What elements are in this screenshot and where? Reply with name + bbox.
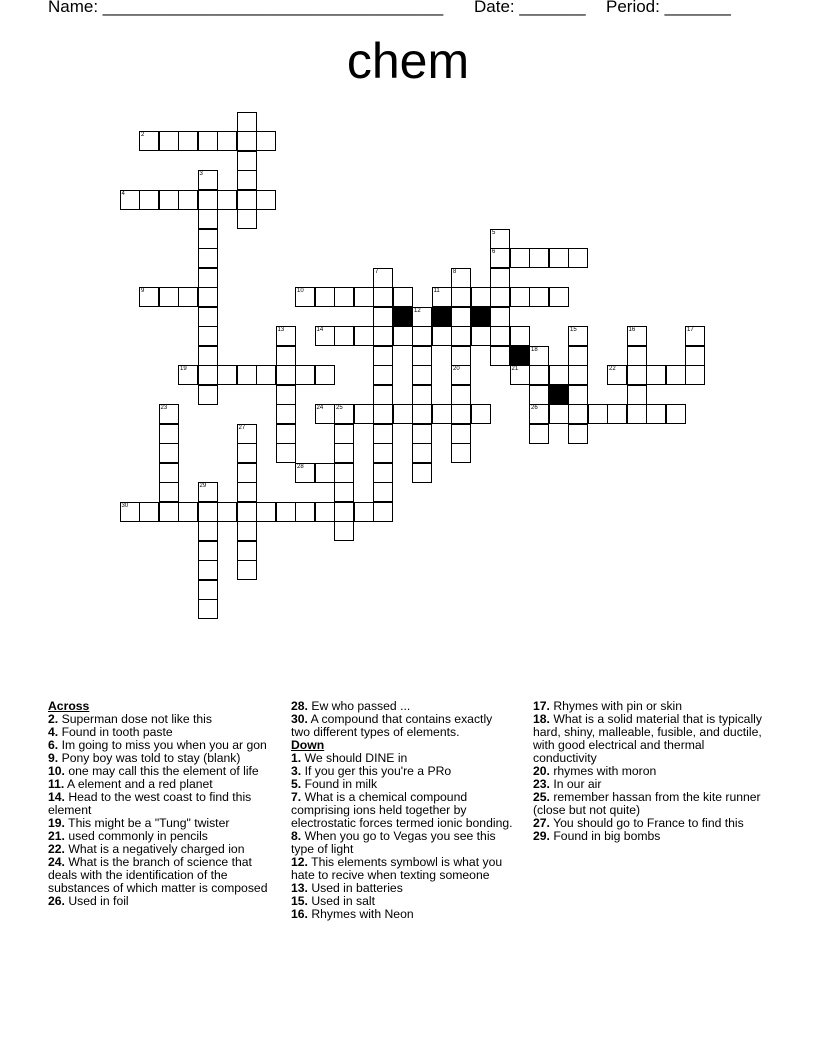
clue-item <box>48 791 276 817</box>
grid-cell-26[interactable] <box>529 404 549 424</box>
clue-item-number: 3. <box>291 764 302 778</box>
clue-number: 10 <box>297 288 304 294</box>
grid-cell[interactable] <box>568 404 588 424</box>
clue-item-text: This might be a "Tung" twister <box>68 816 230 830</box>
grid-cell[interactable] <box>334 482 354 502</box>
grid-cell[interactable] <box>237 112 257 132</box>
clue-item-text: Rhymes with pin or skin <box>553 699 683 713</box>
grid-cell-13[interactable] <box>276 326 296 346</box>
grid-cell-6[interactable] <box>490 248 510 268</box>
grid-cell[interactable] <box>276 365 296 385</box>
clue-number: 18 <box>531 346 538 353</box>
grid-cell[interactable] <box>315 463 335 483</box>
clue-item-text: Superman dose not like this <box>61 712 212 726</box>
clue-item-text: You should go to France to find this <box>553 816 744 830</box>
clue-item <box>291 791 513 830</box>
grid-cell[interactable] <box>159 482 179 502</box>
grid-cell[interactable] <box>373 482 393 502</box>
grid-cell-14[interactable] <box>315 326 335 346</box>
grid-cell[interactable] <box>471 326 491 346</box>
grid-cell[interactable] <box>237 482 257 502</box>
grid-cell[interactable] <box>490 326 510 346</box>
grid-cell[interactable] <box>568 385 588 405</box>
grid-cell[interactable] <box>178 131 198 151</box>
grid-cell[interactable] <box>198 131 218 151</box>
clue-item-text: Rhymes with Neon <box>311 907 414 921</box>
clue-item-text: What is a chemical compound comprising ions held together by electrostatic forces termed ionic bonding. <box>291 790 513 830</box>
grid-cell-21[interactable] <box>510 365 530 385</box>
clue-item <box>533 830 765 843</box>
clue-item <box>48 856 276 895</box>
clue-item-number: 25. <box>533 790 550 804</box>
grid-cell[interactable] <box>393 287 413 307</box>
clue-item-number: 9. <box>48 751 59 765</box>
date-field[interactable]: Date: _______ <box>474 0 586 16</box>
clue-number: 19 <box>180 366 187 372</box>
grid-cell[interactable] <box>510 248 530 268</box>
clue-item <box>533 713 765 765</box>
clue-number: 24 <box>316 405 324 411</box>
clue-item-number: 18. <box>533 712 550 726</box>
grid-cell[interactable] <box>607 404 627 424</box>
grid-cell[interactable] <box>471 287 491 307</box>
clue-item-text: Found in tooth paste <box>61 725 173 739</box>
grid-cell-4[interactable] <box>120 190 140 210</box>
clue-item-number: 16. <box>291 907 308 921</box>
grid-cell[interactable] <box>588 404 608 424</box>
grid-cell[interactable] <box>276 502 296 522</box>
grid-cell[interactable] <box>256 190 276 210</box>
grid-cell[interactable] <box>451 307 471 327</box>
grid-cell[interactable] <box>568 365 588 385</box>
grid-cell[interactable] <box>627 385 647 405</box>
clue-item <box>291 908 513 921</box>
grid-cell[interactable] <box>334 502 354 522</box>
grid-cell[interactable] <box>217 131 237 151</box>
clue-item-number: 15. <box>291 894 308 908</box>
grid-cell[interactable] <box>315 365 335 385</box>
grid-cell[interactable] <box>256 502 276 522</box>
clue-item-text: Ew who passed ... <box>311 699 411 713</box>
clue-item-text: A element and a red planet <box>67 777 213 791</box>
clue-item <box>533 791 765 817</box>
grid-cell[interactable] <box>159 287 179 307</box>
grid-cell[interactable] <box>237 131 257 151</box>
grid-cell-3[interactable] <box>198 170 218 190</box>
grid-cell[interactable] <box>354 326 374 346</box>
grid-cell[interactable] <box>627 404 647 424</box>
grid-cell[interactable] <box>159 190 179 210</box>
grid-cell[interactable] <box>412 365 432 385</box>
clue-number: 5 <box>492 229 496 236</box>
grid-cell[interactable] <box>198 346 218 366</box>
grid-cell[interactable] <box>529 385 549 405</box>
grid-cell-blocked <box>471 307 491 327</box>
grid-cell-blocked <box>510 346 530 366</box>
clue-number: 15 <box>570 327 577 333</box>
grid-cell[interactable] <box>412 346 432 366</box>
grid-cell[interactable] <box>198 326 218 346</box>
grid-cell[interactable] <box>568 346 588 366</box>
grid-cell[interactable] <box>373 365 393 385</box>
grid-cell[interactable] <box>549 404 569 424</box>
clue-item-text: Used in salt <box>311 894 376 908</box>
clue-item-text: Found in big bombs <box>553 829 661 843</box>
grid-cell[interactable] <box>412 326 432 346</box>
grid-cell[interactable] <box>510 326 530 346</box>
grid-cell[interactable] <box>159 131 179 151</box>
grid-cell[interactable] <box>198 268 218 288</box>
grid-cell[interactable] <box>373 463 393 483</box>
clue-item-number: 12. <box>291 855 308 869</box>
grid-cell[interactable] <box>237 190 257 210</box>
grid-cell[interactable] <box>412 463 432 483</box>
grid-cell-20[interactable] <box>451 365 471 385</box>
clue-item-number: 11. <box>48 777 65 791</box>
grid-cell[interactable] <box>295 502 315 522</box>
grid-cell[interactable] <box>471 404 491 424</box>
grid-cell[interactable] <box>198 502 218 522</box>
grid-cell[interactable] <box>198 229 218 249</box>
clue-item-number: 6. <box>48 738 59 752</box>
grid-cell[interactable] <box>217 190 237 210</box>
clue-number: 25 <box>336 405 343 411</box>
grid-cell[interactable] <box>159 443 179 463</box>
clue-item-text: If you ger this you're a PRo <box>304 764 452 778</box>
clue-item-number: 29. <box>533 829 550 843</box>
grid-cell[interactable] <box>646 365 666 385</box>
grid-cell[interactable] <box>198 190 218 210</box>
grid-cell[interactable] <box>354 404 374 424</box>
grid-cell[interactable] <box>237 541 257 561</box>
grid-cell-18[interactable] <box>529 346 549 366</box>
grid-cell[interactable] <box>354 502 374 522</box>
grid-cell[interactable] <box>432 326 452 346</box>
period-field[interactable]: Period: _______ <box>606 0 731 16</box>
grid-cell[interactable] <box>198 209 218 229</box>
grid-cell[interactable] <box>568 248 588 268</box>
grid-cell[interactable] <box>451 385 471 405</box>
grid-cell[interactable] <box>373 424 393 444</box>
grid-cell-15[interactable] <box>568 326 588 346</box>
clue-item-number: 24. <box>48 855 65 869</box>
grid-cell[interactable] <box>393 404 413 424</box>
grid-cell[interactable] <box>412 385 432 405</box>
grid-cell[interactable] <box>490 268 510 288</box>
grid-cell[interactable] <box>139 190 159 210</box>
clue-item-number: 8. <box>291 829 302 843</box>
grid-cell[interactable] <box>159 502 179 522</box>
clue-item-text: Found in milk <box>304 777 378 791</box>
clue-number: 27 <box>238 424 246 431</box>
grid-cell[interactable] <box>198 580 218 600</box>
grid-cell[interactable] <box>627 346 647 366</box>
clue-number: 28 <box>297 463 304 470</box>
clue-number: 13 <box>277 327 285 333</box>
grid-cell[interactable] <box>451 424 471 444</box>
grid-cell[interactable] <box>451 346 471 366</box>
grid-cell[interactable] <box>373 346 393 366</box>
grid-cell-25[interactable] <box>334 404 354 424</box>
grid-cell[interactable] <box>373 326 393 346</box>
clue-item-number: 28. <box>291 699 308 713</box>
clue-item-text: Used in foil <box>68 894 129 908</box>
grid-cell[interactable] <box>529 248 549 268</box>
grid-cell[interactable] <box>198 307 218 327</box>
grid-cell-blocked <box>549 385 569 405</box>
grid-cell[interactable] <box>549 365 569 385</box>
grid-cell[interactable] <box>529 424 549 444</box>
grid-cell-29[interactable] <box>198 482 218 502</box>
grid-cell[interactable] <box>373 307 393 327</box>
grid-cell[interactable] <box>159 463 179 483</box>
clue-item-text: Head to the west coast to find this element <box>48 790 252 817</box>
grid-cell[interactable] <box>549 287 569 307</box>
clue-item <box>291 856 513 882</box>
grid-cell-8[interactable] <box>451 268 471 288</box>
grid-cell[interactable] <box>276 443 296 463</box>
clue-item <box>291 713 513 739</box>
name-field[interactable]: Name: ____________________________________ <box>48 0 444 16</box>
grid-cell[interactable] <box>451 326 471 346</box>
grid-cell-10[interactable] <box>295 287 315 307</box>
grid-cell[interactable] <box>198 599 218 619</box>
grid-cell-2[interactable] <box>139 131 159 151</box>
clue-number: 8 <box>453 268 457 275</box>
grid-cell[interactable] <box>451 404 471 424</box>
grid-cell[interactable] <box>373 443 393 463</box>
grid-cell[interactable] <box>510 287 530 307</box>
clues-column-1 <box>48 700 276 908</box>
grid-cell[interactable] <box>412 424 432 444</box>
clue-section-heading: Down <box>291 738 325 752</box>
clue-number: 22 <box>609 366 616 372</box>
grid-cell[interactable] <box>276 385 296 405</box>
grid-cell[interactable] <box>451 287 471 307</box>
grid-cell[interactable] <box>237 521 257 541</box>
grid-cell[interactable] <box>237 560 257 580</box>
clue-item-text: remember hassan from the kite runner (close but not quite) <box>533 790 761 817</box>
clue-item-text: What is the branch of science that deals with the identification of the substances of which matter is composed <box>48 855 268 895</box>
clue-item-number: 7. <box>291 790 302 804</box>
grid-cell[interactable] <box>178 190 198 210</box>
clue-item-text: Pony boy was told to stay (blank) <box>61 751 241 765</box>
clue-item-number: 17. <box>533 699 550 713</box>
grid-cell-22[interactable] <box>607 365 627 385</box>
grid-cell[interactable] <box>198 287 218 307</box>
grid-cell[interactable] <box>529 365 549 385</box>
grid-cell-12[interactable] <box>412 307 432 327</box>
grid-cell[interactable] <box>276 404 296 424</box>
clue-item-text: What is a negatively charged ion <box>68 842 245 856</box>
grid-cell[interactable] <box>237 170 257 190</box>
grid-cell[interactable] <box>568 424 588 444</box>
grid-cell[interactable] <box>198 248 218 268</box>
grid-cell-blocked <box>393 307 413 327</box>
grid-cell-17[interactable] <box>685 326 705 346</box>
clue-section-heading: Across <box>48 699 90 713</box>
grid-cell[interactable] <box>432 404 452 424</box>
grid-cell-24[interactable] <box>315 404 335 424</box>
grid-cell[interactable] <box>237 443 257 463</box>
grid-cell-23[interactable] <box>159 404 179 424</box>
grid-cell[interactable] <box>685 365 705 385</box>
clue-number: 12 <box>414 307 421 314</box>
clue-item-text: This elements symbowl is what you hate to recive when texting someone <box>291 855 503 882</box>
grid-cell[interactable] <box>490 346 510 366</box>
clue-item-number: 5. <box>291 777 302 791</box>
clue-item-text: used commonly in pencils <box>68 829 208 843</box>
clue-item-number: 21. <box>48 829 65 843</box>
puzzle-title: chem <box>346 33 470 89</box>
grid-cell[interactable] <box>276 424 296 444</box>
grid-cell[interactable] <box>685 346 705 366</box>
clue-item-text: We should DINE in <box>304 751 408 765</box>
grid-cell[interactable] <box>373 287 393 307</box>
grid-cell[interactable] <box>373 404 393 424</box>
grid-cell[interactable] <box>178 502 198 522</box>
clue-number: 30 <box>121 502 129 509</box>
clue-item <box>291 830 513 856</box>
clue-item-text: one may call this the element of life <box>68 764 259 778</box>
clue-item <box>48 895 276 908</box>
grid-cell[interactable] <box>627 365 647 385</box>
grid-cell-19[interactable] <box>178 365 198 385</box>
grid-cell-16[interactable] <box>627 326 647 346</box>
clue-number: 26 <box>531 405 538 411</box>
clue-item-number: 13. <box>291 881 308 895</box>
clue-number: 29 <box>199 483 207 489</box>
clue-item-text: When you go to Vegas you see this type of light <box>291 829 496 856</box>
grid-cell[interactable] <box>412 404 432 424</box>
grid-cell[interactable] <box>237 365 257 385</box>
grid-cell-11[interactable] <box>432 287 452 307</box>
grid-cell[interactable] <box>334 424 354 444</box>
grid-cell[interactable] <box>334 463 354 483</box>
grid-cell[interactable] <box>315 287 335 307</box>
clue-number: 3 <box>199 171 203 177</box>
grid-cell[interactable] <box>412 443 432 463</box>
grid-cell[interactable] <box>139 502 159 522</box>
grid-cell[interactable] <box>256 131 276 151</box>
clue-number: 14 <box>316 327 324 333</box>
grid-cell[interactable] <box>276 346 296 366</box>
grid-cell[interactable] <box>490 307 510 327</box>
clue-number: 23 <box>160 405 168 411</box>
clues-column-2 <box>291 700 513 921</box>
clue-number: 2 <box>141 132 145 138</box>
grid-cell[interactable] <box>159 424 179 444</box>
grid-cell[interactable] <box>666 404 686 424</box>
grid-cell[interactable] <box>334 443 354 463</box>
grid-cell[interactable] <box>393 326 413 346</box>
clue-item-number: 2. <box>48 712 59 726</box>
clue-item-number: 22. <box>48 842 65 856</box>
grid-cell-27[interactable] <box>237 424 257 444</box>
grid-cell[interactable] <box>256 365 276 385</box>
clue-item-text: Used in batteries <box>311 881 403 895</box>
clue-item-text: rhymes with moron <box>553 764 657 778</box>
grid-cell[interactable] <box>198 541 218 561</box>
clue-item-number: 26. <box>48 894 65 908</box>
grid-cell[interactable] <box>217 502 237 522</box>
grid-cell-blocked <box>432 307 452 327</box>
clue-number: 9 <box>141 288 145 294</box>
grid-cell[interactable] <box>666 365 686 385</box>
grid-cell[interactable] <box>490 287 510 307</box>
grid-cell[interactable] <box>237 209 257 229</box>
clue-item-text: What is a solid material that is typically hard, shiny, malleable, fusible, and ductile, with good electrical and thermal conductivity <box>533 712 762 765</box>
clue-number: 4 <box>121 190 125 197</box>
clue-item-number: 10. <box>48 764 65 778</box>
grid-cell-7[interactable] <box>373 268 393 288</box>
grid-cell[interactable] <box>529 287 549 307</box>
clues-column-3 <box>533 700 765 843</box>
grid-cell[interactable] <box>334 326 354 346</box>
grid-cell[interactable] <box>295 365 315 385</box>
grid-cell[interactable] <box>334 287 354 307</box>
clue-number: 17 <box>687 327 694 333</box>
grid-cell[interactable] <box>198 560 218 580</box>
grid-cell-9[interactable] <box>139 287 159 307</box>
grid-cell[interactable] <box>198 385 218 405</box>
clue-item-number: 20. <box>533 764 550 778</box>
clue-item-number: 23. <box>533 777 550 791</box>
grid-cell[interactable] <box>198 521 218 541</box>
clue-item-number: 4. <box>48 725 59 739</box>
grid-cell[interactable] <box>217 365 237 385</box>
grid-cell[interactable] <box>646 404 666 424</box>
clue-number: 11 <box>433 288 440 294</box>
clue-item-text: Im going to miss you when you ar gon <box>61 738 267 752</box>
grid-cell[interactable] <box>198 365 218 385</box>
grid-cell[interactable] <box>373 502 393 522</box>
clue-item-number: 30. <box>291 712 308 726</box>
clue-number: 21 <box>511 366 519 372</box>
grid-cell[interactable] <box>451 443 471 463</box>
clue-item-number: 14. <box>48 790 65 804</box>
grid-cell[interactable] <box>354 287 374 307</box>
clue-item-number: 19. <box>48 816 65 830</box>
clue-item-number: 27. <box>533 816 550 830</box>
grid-cell-28[interactable] <box>295 463 315 483</box>
clue-number: 16 <box>628 327 636 333</box>
clue-number: 20 <box>453 366 460 372</box>
clue-item-text: A compound that contains exactly two different types of elements. <box>291 712 493 739</box>
grid-cell[interactable] <box>178 287 198 307</box>
clue-item-number: 1. <box>291 751 302 765</box>
grid-cell[interactable] <box>315 502 335 522</box>
grid-cell-30[interactable] <box>120 502 140 522</box>
clue-number: 6 <box>492 249 496 255</box>
grid-cell[interactable] <box>549 248 569 268</box>
grid-cell[interactable] <box>373 385 393 405</box>
grid-cell[interactable] <box>237 502 257 522</box>
grid-cell[interactable] <box>237 463 257 483</box>
clue-number: 7 <box>375 268 379 275</box>
grid-cell[interactable] <box>237 151 257 171</box>
grid-cell-5[interactable] <box>490 229 510 249</box>
grid-cell[interactable] <box>334 521 354 541</box>
clue-item-text: In our air <box>553 777 602 791</box>
